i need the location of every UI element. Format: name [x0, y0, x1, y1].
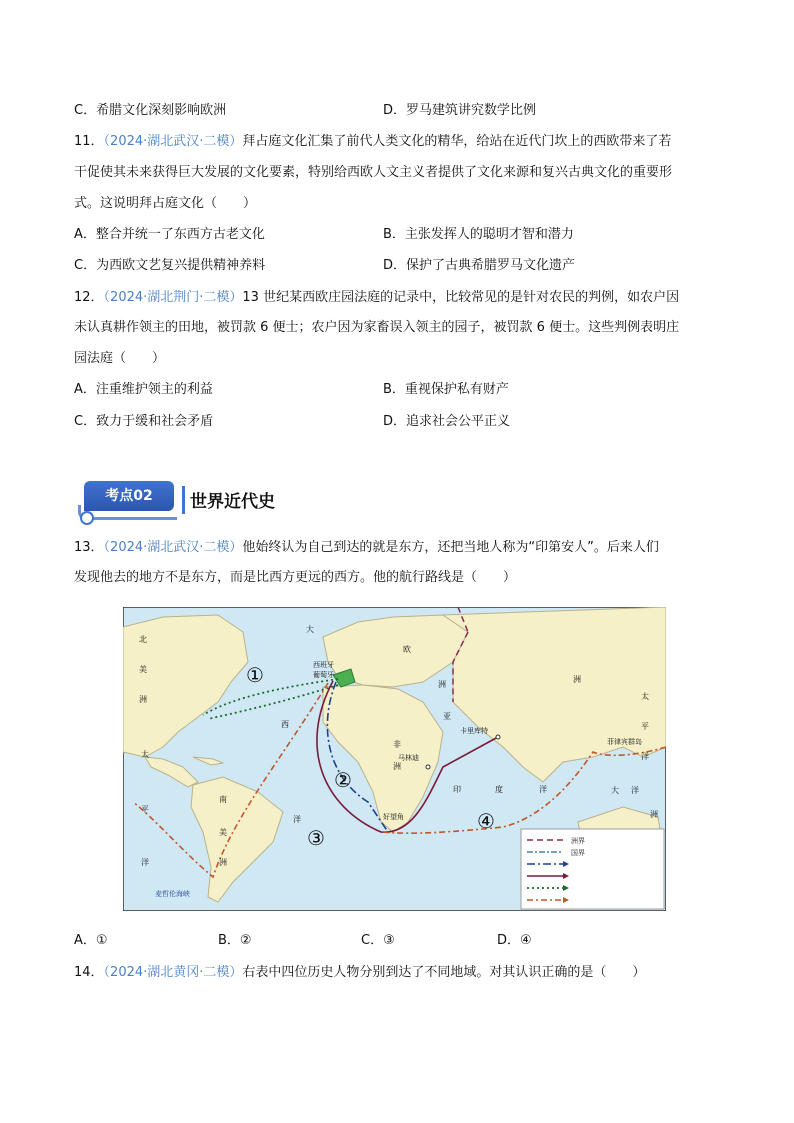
label-ping-right: 平: [641, 722, 649, 731]
q13-option-c: C．③: [361, 933, 395, 948]
label-philippines: 菲律宾群岛: [607, 739, 642, 746]
legend-continent-border: 洲界: [571, 838, 585, 845]
q12-stem-1: 13 世纪某西欧庄园法庭的记录中，比较常见的是针对农民的判例，如农户因: [242, 290, 680, 305]
label-tai-left: 太: [141, 750, 149, 759]
label-meizhou2: 美: [219, 828, 227, 837]
section-badge-label: 考点02: [84, 481, 174, 511]
label-bei: 北: [139, 635, 147, 644]
q13-line2: 发现他去的地方不是东方，而是比西方更远的西方。他的航行路线是（ ）: [74, 570, 517, 585]
q11-stem-1: 拜占庭文化汇集了前代人类文化的精华，给站在近代门坎上的西欧带来了若: [242, 134, 672, 149]
q12-option-c: C．致力于缓和社会矛盾: [74, 414, 214, 429]
label-ping-left: 平: [141, 805, 149, 814]
q13-option-b: B．②: [218, 933, 252, 948]
label-da1: 大: [306, 625, 314, 634]
q12-line3: 园法庭（ ）: [74, 351, 166, 366]
q11-source: （2024·湖北武汉·二模）: [103, 134, 243, 149]
label-du: 度: [495, 785, 503, 794]
label-tai-right: 太: [641, 692, 649, 701]
q13-stem-1: 他始终认为自己到达的就是东方，还把当地人称为“印第安人”。后来人们: [242, 540, 659, 555]
q11-option-a: A．整合并统一了东西方古老文化: [74, 227, 265, 242]
q11-option-c: C．为西欧文艺复兴提供精神养料: [74, 258, 266, 273]
q10-option-d: D．罗马建筑讲究数学比例: [383, 103, 537, 118]
q14-stem-1: 右表中四位历史人物分别到达了不同地域。对其认识正确的是（ ）: [242, 965, 646, 980]
q11-line2: 干促使其未来获得巨大发展的文化要素，特别给西欧人文主义者提供了文化来源和复兴古典文化的重要形: [74, 165, 673, 180]
label-spain: 西班牙: [313, 662, 334, 669]
label-ouzhou: 洲: [438, 680, 446, 689]
section-divider: [182, 486, 185, 514]
q13-source: （2024·湖北武汉·二模）: [103, 540, 243, 555]
section-title: 世界近代史: [190, 492, 275, 512]
label-dayangzhou-da: 大: [611, 786, 619, 795]
malindi-marker-icon: [426, 765, 430, 769]
label-fei: 非: [393, 740, 401, 749]
q11-option-b: B．主张发挥人的聪明才智和潜力: [383, 227, 574, 242]
label-dayangzhou-zhou: 洲: [650, 810, 658, 819]
q11-line1: [74, 132, 671, 152]
q12-option-a: A．注重维护领主的利益: [74, 382, 213, 397]
label-zhou1: 洲: [139, 695, 147, 704]
label-yin: 印: [453, 785, 461, 794]
q13-option-d: D．④: [497, 933, 532, 948]
calicut-marker-icon: [496, 735, 500, 739]
map-legend: [521, 829, 664, 909]
label-yang-left: 洋: [141, 858, 149, 867]
route-marker-1: ①: [246, 663, 264, 687]
q11-number: 11．: [74, 134, 104, 149]
voyage-route-map: [123, 607, 666, 911]
q12-option-b: B．重视保护私有财产: [383, 382, 509, 397]
route-marker-2: ②: [334, 768, 352, 792]
section-badge: [78, 481, 178, 519]
q12-number: 12．: [74, 290, 104, 305]
q12-source: （2024·湖北荆门·二模）: [103, 290, 243, 305]
label-ou: 欧: [403, 645, 411, 654]
label-yang1: 洋: [293, 815, 301, 824]
label-dayangzhou-yang: 洋: [631, 786, 639, 795]
route-marker-4: ④: [477, 809, 495, 833]
label-ya: 亚: [443, 712, 451, 721]
label-feizhou: 洲: [393, 762, 401, 771]
q12-option-d: D．追求社会公平正义: [383, 414, 511, 429]
label-malindi: 马林迪: [398, 755, 419, 762]
q11-line3: 式。这说明拜占庭文化（ ）: [74, 196, 257, 211]
label-magellan-strait: 麦哲伦海峡: [155, 891, 190, 898]
label-yazhou: 洲: [573, 675, 581, 684]
q13-line1: [74, 538, 659, 558]
label-calicut: 卡里库特: [460, 728, 488, 735]
label-cape: 好望角: [383, 814, 404, 821]
q14-line1: [74, 963, 645, 983]
label-yang2: 洋: [539, 785, 547, 794]
label-xi: 西: [281, 720, 289, 729]
q12-line2: 未认真耕作领主的田地，被罚款 6 便士；农户因为家畜误入领主的园子，被罚款 6 便士。这些判例表明庄: [74, 320, 680, 335]
label-portugal: 葡萄牙: [313, 672, 334, 679]
q13-number: 13．: [74, 540, 104, 555]
q14-number: 14．: [74, 965, 104, 980]
q14-source: （2024·湖北黄冈·二模）: [103, 965, 243, 980]
q12-line1: [74, 288, 679, 308]
legend-country-border: 国界: [571, 850, 585, 857]
route-marker-3: ③: [307, 826, 325, 850]
label-yang-right: 洋: [641, 752, 649, 761]
label-nan: 南: [219, 795, 227, 804]
label-zhou2: 洲: [219, 858, 227, 867]
q10-option-c: C．希腊文化深刻影响欧洲: [74, 103, 227, 118]
q11-option-d: D．保护了古典希腊罗马文化遗产: [383, 258, 576, 273]
q13-option-a: A．①: [74, 933, 108, 948]
badge-dot-icon: [80, 511, 94, 525]
label-meizhou1: 美: [139, 665, 147, 674]
